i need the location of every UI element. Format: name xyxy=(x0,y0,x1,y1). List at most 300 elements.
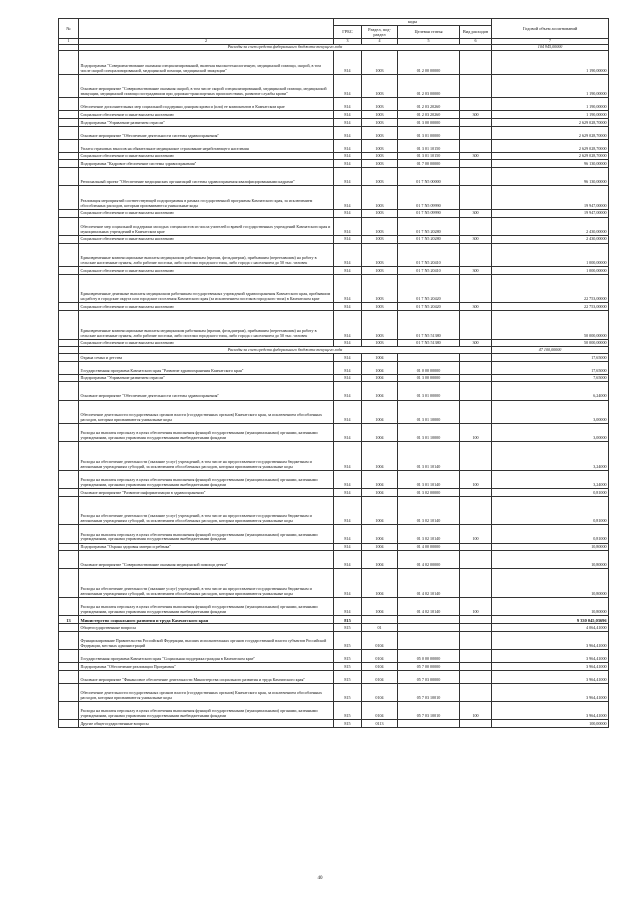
row-name: Обеспечение деятельности государственных органов власти (государственных органов) Камчатского края, за исключением обособленных расходов, которым присваиваются уникальные коды xyxy=(79,400,334,423)
row-amount: 19 947,00000 xyxy=(492,209,609,217)
row-number xyxy=(59,339,79,347)
row-number xyxy=(59,118,79,126)
row-vid: 300 xyxy=(460,235,492,243)
row-vid xyxy=(460,311,492,340)
table-row xyxy=(59,470,609,488)
row-name: Расходы на выплаты персоналу в целях обеспечения выполнения функций государственными (муниципальными) органами, казенными учреждениями, органами управления государственными внебюджетными фондами xyxy=(79,701,334,719)
table-row xyxy=(59,701,609,719)
row-name: Основное мероприятие "Обеспечение деятельности системы здравоохранения" xyxy=(79,382,334,400)
row-section: 1003 xyxy=(362,186,398,209)
row-amount: 3,24000 xyxy=(492,442,609,471)
row-name: Функционирование Правительства Российской Федерации, высших исполнительных органов государственной власти субъектов Российской Федерации, местных администраций xyxy=(79,631,334,649)
row-number xyxy=(59,525,79,543)
table-row xyxy=(59,311,609,340)
row-grbs: 814 xyxy=(334,551,362,569)
row-name: Основное мероприятие "Совершенствование оказания медицинской помощи детям" xyxy=(79,551,334,569)
row-number xyxy=(59,235,79,243)
row-number xyxy=(59,139,79,152)
row-section: 0113 xyxy=(362,720,398,728)
row-grbs: 814 xyxy=(334,303,362,311)
row-vid xyxy=(460,624,492,632)
row-number xyxy=(59,303,79,311)
row-name: Единовременные компенсационные выплаты медицинским работникам (врачам, фельдшерам), прибывшим (переехавшим) на работу в сельские населенные пункты, либо рабочие поселки, либо поселки городского типа, либо города с населением до 50 тыс. человек xyxy=(79,311,334,340)
row-target: 05 0 00 00000 xyxy=(398,650,460,663)
row-amount: 3 964,41000 xyxy=(492,631,609,649)
row-vid: 100 xyxy=(460,423,492,441)
row-target: 05 7 03 10010 xyxy=(398,701,460,719)
row-amount: 50 000,00000 xyxy=(492,339,609,347)
row-amount: 22 753,00000 xyxy=(492,274,609,303)
table-row xyxy=(59,168,609,186)
row-name: Уплата страховых взносов на обязательное медицинское страхование неработающего населения xyxy=(79,139,334,152)
row-grbs: 815 xyxy=(334,624,362,632)
row-number xyxy=(59,382,79,400)
table-row xyxy=(59,423,609,441)
row-section: 1004 xyxy=(362,551,398,569)
table-row xyxy=(59,274,609,303)
row-section: 0104 xyxy=(362,670,398,683)
row-number xyxy=(59,243,79,266)
row-grbs: 814 xyxy=(334,51,362,74)
colnum-cell: 1 xyxy=(59,38,79,44)
table-row xyxy=(59,382,609,400)
row-section: 1003 xyxy=(362,209,398,217)
row-target xyxy=(398,720,460,728)
row-grbs: 814 xyxy=(334,168,362,186)
row-amount: 2 430,00000 xyxy=(492,217,609,235)
row-number xyxy=(59,683,79,701)
row-amount: 1 190,00000 xyxy=(492,111,609,119)
row-name: Подпрограмма "Кадровое обеспечение системы здравоохранения" xyxy=(79,160,334,168)
colnum-cell: 5 xyxy=(398,38,460,44)
row-section: 1003 xyxy=(362,311,398,340)
row-amount: 1 000,00000 xyxy=(492,266,609,274)
row-name: Основное мероприятие "Совершенствование оказания скорой, в том числе скорой специализированной, медицинской помощи, медицинской эвакуации, медицинской помощи пострадавшим при дорожно-транспортных происшествиях, развитие службы крови" xyxy=(79,74,334,97)
row-number xyxy=(59,400,79,423)
table-row xyxy=(59,186,609,209)
row-target: 01 3 01 00000 xyxy=(398,382,460,400)
row-amount: 17,65000 xyxy=(492,361,609,374)
row-vid: 300 xyxy=(460,152,492,160)
row-name: Основное мероприятие "Финансовое обеспечение деятельности Министерства социального развития и труда Камчатского края" xyxy=(79,670,334,683)
row-vid xyxy=(460,217,492,235)
row-target: 01 3 01 10140 xyxy=(398,470,460,488)
row-section: 1003 xyxy=(362,217,398,235)
row-amount: 2 629 028,70000 xyxy=(492,152,609,160)
table-row xyxy=(59,235,609,243)
row-amount: 0,81000 xyxy=(492,525,609,543)
row-number xyxy=(59,551,79,569)
table-row xyxy=(59,624,609,632)
row-section: 1004 xyxy=(362,400,398,423)
row-number xyxy=(59,423,79,441)
budget-table-sheet xyxy=(58,18,608,728)
row-vid xyxy=(460,353,492,361)
row-amount: 0,81000 xyxy=(492,496,609,525)
page-number: 40 xyxy=(317,876,323,881)
row-number xyxy=(59,168,79,186)
header-num: № xyxy=(59,19,79,39)
row-number xyxy=(59,663,79,671)
row-vid: 300 xyxy=(460,209,492,217)
row-target: 01 3 02 10140 xyxy=(398,525,460,543)
row-grbs: 814 xyxy=(334,488,362,496)
row-amount: 3 964,41000 xyxy=(492,670,609,683)
row-grbs: 814 xyxy=(334,217,362,235)
table-row xyxy=(59,160,609,168)
row-amount: 17,65000 xyxy=(492,353,609,361)
row-name: Социальное обеспечение и иные выплаты населению xyxy=(79,235,334,243)
row-vid xyxy=(460,650,492,663)
row-grbs: 814 xyxy=(334,139,362,152)
row-number xyxy=(59,361,79,374)
row-name: Расходы на выплаты персоналу в целях обеспечения выполнения функций государственными (муниципальными) органами, казенными учреждениями, органами управления государственными внебюджетными фондами xyxy=(79,470,334,488)
funding-source-amount: 47 100,00000 xyxy=(492,347,609,353)
row-vid xyxy=(460,551,492,569)
table-row xyxy=(59,598,609,616)
row-section: 0104 xyxy=(362,701,398,719)
row-amount: 100,00000 xyxy=(492,720,609,728)
row-number xyxy=(59,374,79,382)
row-grbs: 814 xyxy=(334,353,362,361)
table-row xyxy=(59,152,609,160)
row-grbs: 815 xyxy=(334,616,362,624)
row-name: Расходы на обеспечение деятельности (оказание услуг) учреждений, в том числе на предоставление государственным бюджетным и автономным учреждениям субсидий, за исключением обособленных расходов, которым присваиваются уникальные коды xyxy=(79,569,334,598)
row-target: 01 2 03 20260 xyxy=(398,111,460,119)
row-target: 01 3 00 00000 xyxy=(398,374,460,382)
header-codes-group: коды xyxy=(334,19,492,26)
row-amount: 7,65000 xyxy=(492,374,609,382)
row-number xyxy=(59,701,79,719)
row-section: 1004 xyxy=(362,361,398,374)
row-amount: 3 964,41000 xyxy=(492,663,609,671)
table-row xyxy=(59,650,609,663)
table-row xyxy=(59,496,609,525)
row-vid xyxy=(460,243,492,266)
row-grbs: 815 xyxy=(334,663,362,671)
row-name: Подпрограмма "Совершенствование оказания специализированной, включая высокотехнологичную, медицинской помощи, скорой, в том числе скорой специализированной, медицинской помощи, медицинской эвакуации" xyxy=(79,51,334,74)
row-target: 05 7 03 10010 xyxy=(398,683,460,701)
row-vid: 300 xyxy=(460,266,492,274)
row-grbs: 814 xyxy=(334,598,362,616)
colnum-cell: 6 xyxy=(460,38,492,44)
row-number xyxy=(59,442,79,471)
table-row xyxy=(59,209,609,217)
table-row xyxy=(59,616,609,624)
row-name: Обеспечение дополнительных мер социальной поддержки донорам крови и (или) ее компонентов в Камчатском крае xyxy=(79,98,334,111)
row-grbs: 814 xyxy=(334,74,362,97)
row-grbs: 814 xyxy=(334,98,362,111)
row-target: 01 4 02 10140 xyxy=(398,598,460,616)
row-target: 01 3 01 10140 xyxy=(398,442,460,471)
row-number xyxy=(59,353,79,361)
table-row xyxy=(59,663,609,671)
table-row xyxy=(59,266,609,274)
row-vid xyxy=(460,400,492,423)
row-number xyxy=(59,631,79,649)
row-section: 1004 xyxy=(362,496,398,525)
header-row-1 xyxy=(59,19,609,26)
row-grbs: 814 xyxy=(334,423,362,441)
row-section: 1004 xyxy=(362,423,398,441)
row-section: 1004 xyxy=(362,374,398,382)
row-name: Подпрограмма "Управление развитием отрасли" xyxy=(79,118,334,126)
row-amount: 10,80000 xyxy=(492,569,609,598)
row-vid xyxy=(460,374,492,382)
row-amount: 3,00000 xyxy=(492,423,609,441)
row-section: 1003 xyxy=(362,160,398,168)
row-section: 1004 xyxy=(362,543,398,551)
table-row xyxy=(59,720,609,728)
row-vid xyxy=(460,274,492,303)
table-row xyxy=(59,243,609,266)
row-section: 1003 xyxy=(362,303,398,311)
row-name: Социальное обеспечение и иные выплаты населению xyxy=(79,339,334,347)
row-number xyxy=(59,160,79,168)
row-target: 01 0 00 00000 xyxy=(398,361,460,374)
row-amount: 96 130,00000 xyxy=(492,168,609,186)
row-name: Социальное обеспечение и иные выплаты населению xyxy=(79,111,334,119)
table-row xyxy=(59,339,609,347)
header-vid: Вид расходов xyxy=(460,26,492,39)
row-section: 1004 xyxy=(362,569,398,598)
row-amount: 2 430,00000 xyxy=(492,235,609,243)
row-number xyxy=(59,209,79,217)
row-grbs: 814 xyxy=(334,311,362,340)
row-section: 1004 xyxy=(362,382,398,400)
row-grbs: 814 xyxy=(334,243,362,266)
row-section: 0104 xyxy=(362,683,398,701)
row-name: Государственная программа Камчатского края "Социальная поддержка граждан в Камчатском крае" xyxy=(79,650,334,663)
row-name: Расходы на выплаты персоналу в целях обеспечения выполнения функций государственными (муниципальными) органами, казенными учреждениями, органами управления государственными внебюджетными фондами xyxy=(79,423,334,441)
row-name: Социальное обеспечение и иные выплаты населению xyxy=(79,266,334,274)
row-target: 01 2 00 00000 xyxy=(398,51,460,74)
row-vid: 300 xyxy=(460,339,492,347)
row-grbs: 814 xyxy=(334,274,362,303)
row-target: 01 7 N5 20420 xyxy=(398,274,460,303)
row-vid xyxy=(460,186,492,209)
row-vid xyxy=(460,382,492,400)
row-name: Обеспечение мер социальной поддержки молодых специалистов из числа учителей и врачей государственных учреждений Камчатского края и муниципальных учреждений в Камчатском крае xyxy=(79,217,334,235)
row-grbs: 814 xyxy=(334,569,362,598)
table-row xyxy=(59,488,609,496)
row-amount: 10,80000 xyxy=(492,543,609,551)
table-row xyxy=(59,551,609,569)
row-vid xyxy=(460,98,492,111)
row-section: 01 xyxy=(362,624,398,632)
table-row xyxy=(59,139,609,152)
row-number xyxy=(59,488,79,496)
row-number xyxy=(59,217,79,235)
colnum-cell: 7 xyxy=(492,38,609,44)
row-vid xyxy=(460,74,492,97)
table-row xyxy=(59,74,609,97)
row-section: 1004 xyxy=(362,442,398,471)
row-vid xyxy=(460,488,492,496)
row-target xyxy=(398,353,460,361)
row-section: 0104 xyxy=(362,650,398,663)
funding-source-amount: 104 945,00000 xyxy=(492,44,609,50)
row-vid xyxy=(460,670,492,683)
row-section: 1004 xyxy=(362,353,398,361)
row-grbs: 815 xyxy=(334,720,362,728)
row-grbs: 814 xyxy=(334,361,362,374)
row-grbs: 815 xyxy=(334,670,362,683)
row-target: 01 7 N5 51380 xyxy=(398,311,460,340)
row-grbs: 814 xyxy=(334,160,362,168)
row-amount: 0,81000 xyxy=(492,488,609,496)
row-amount: 19 947,00000 xyxy=(492,186,609,209)
row-grbs: 814 xyxy=(334,126,362,139)
row-vid xyxy=(460,139,492,152)
row-vid: 300 xyxy=(460,303,492,311)
row-grbs: 814 xyxy=(334,209,362,217)
colnum-cell: 2 xyxy=(79,38,334,44)
table-row xyxy=(59,670,609,683)
row-grbs: 814 xyxy=(334,382,362,400)
row-number xyxy=(59,266,79,274)
row-grbs: 814 xyxy=(334,235,362,243)
funding-source-label: Расходы за счет средств федерального бюджета текущего года xyxy=(79,347,492,353)
row-amount: 3,00000 xyxy=(492,400,609,423)
row-amount: 3 964,41000 xyxy=(492,701,609,719)
table-row xyxy=(59,217,609,235)
row-amount: 3 964,41000 xyxy=(492,650,609,663)
row-target: 01 4 02 10140 xyxy=(398,569,460,598)
table-row xyxy=(59,374,609,382)
row-target: 01 7 N5 51380 xyxy=(398,339,460,347)
row-target: 05 7 03 00000 xyxy=(398,670,460,683)
row-vid xyxy=(460,543,492,551)
row-number xyxy=(59,152,79,160)
table-row xyxy=(59,361,609,374)
row-number xyxy=(59,311,79,340)
row-grbs: 815 xyxy=(334,631,362,649)
row-vid: 100 xyxy=(460,701,492,719)
row-number xyxy=(59,496,79,525)
row-grbs: 814 xyxy=(334,525,362,543)
row-grbs: 814 xyxy=(334,442,362,471)
row-section: 1003 xyxy=(362,266,398,274)
row-vid xyxy=(460,160,492,168)
row-section: 1003 xyxy=(362,235,398,243)
row-section: 1003 xyxy=(362,111,398,119)
row-amount: 2 629 028,70000 xyxy=(492,118,609,126)
row-vid: 100 xyxy=(460,525,492,543)
row-target: 01 3 01 10150 xyxy=(398,139,460,152)
colnum-cell: 3 xyxy=(334,38,362,44)
row-number xyxy=(59,51,79,74)
row-number xyxy=(59,470,79,488)
table-row xyxy=(59,126,609,139)
table-row xyxy=(59,51,609,74)
row-target: 01 3 01 10150 xyxy=(398,152,460,160)
row-vid xyxy=(460,126,492,139)
row-name: Расходы на выплаты персоналу в целях обеспечения выполнения функций государственными (муниципальными) органами, казенными учреждениями, органами управления государственными внебюджетными фондами xyxy=(79,598,334,616)
row-number xyxy=(59,543,79,551)
row-target: 01 3 00 00000 xyxy=(398,118,460,126)
row-name: Общегосударственные вопросы xyxy=(79,624,334,632)
table-row xyxy=(59,525,609,543)
row-grbs: 814 xyxy=(334,152,362,160)
row-amount: 22 753,00000 xyxy=(492,303,609,311)
row-number xyxy=(59,74,79,97)
row-section: 1003 xyxy=(362,152,398,160)
row-number xyxy=(59,98,79,111)
row-grbs: 815 xyxy=(334,683,362,701)
table-row xyxy=(59,111,609,119)
row-grbs: 815 xyxy=(334,650,362,663)
row-section: 0104 xyxy=(362,663,398,671)
row-name: Государственная программа Камчатского края "Развитие здравоохранения Камчатского края" xyxy=(79,361,334,374)
row-amount: 1 000,00000 xyxy=(492,243,609,266)
row-section: 1003 xyxy=(362,274,398,303)
table-row xyxy=(59,98,609,111)
table-row xyxy=(59,400,609,423)
row-grbs: 814 xyxy=(334,118,362,126)
row-grbs: 815 xyxy=(334,701,362,719)
row-amount: 4 064,41000 xyxy=(492,624,609,632)
row-name: Единовременные компенсационные выплаты медицинским работникам (врачам, фельдшерам), прибывшим (переехавшим) на работу в сельские населенные пункты, либо рабочие поселки, либо поселки городского типа, либо города с населением до 50 тыс. человек xyxy=(79,243,334,266)
row-target: 01 3 01 10000 xyxy=(398,423,460,441)
row-vid xyxy=(460,168,492,186)
row-vid: 300 xyxy=(460,111,492,119)
row-number xyxy=(59,720,79,728)
row-amount: 10,80000 xyxy=(492,598,609,616)
row-grbs: 814 xyxy=(334,339,362,347)
row-target: 01 2 03 20260 xyxy=(398,98,460,111)
row-amount: 6,24000 xyxy=(492,382,609,400)
row-vid xyxy=(460,616,492,624)
row-name: Расходы на обеспечение деятельности (оказание услуг) учреждений, в том числе на предоставление государственным бюджетным и автономным учреждениям субсидий, за исключением обособленных расходов, которым присваиваются уникальные коды xyxy=(79,442,334,471)
row-name: Единовременные денежные выплаты медицинским работникам государственных учреждений здравоохранения Камчатского края, прибывшим на работу в городские округа или городские поселения Камчатского края (за исключением поселков городского типа) в Камчатском крае xyxy=(79,274,334,303)
row-vid: 100 xyxy=(460,598,492,616)
row-target: 01 3 01 00000 xyxy=(398,126,460,139)
row-target: 01 7 N5 00000 xyxy=(398,168,460,186)
row-name: Подпрограмма "Охрана здоровья матери и ребенка" xyxy=(79,543,334,551)
funding-source-label: Расходы за счет средств федерального бюджета текущего года xyxy=(79,44,492,50)
row-amount: 10,80000 xyxy=(492,551,609,569)
row-number xyxy=(59,598,79,616)
row-number xyxy=(59,569,79,598)
row-name: Подпрограмма "Обеспечение реализации Программы" xyxy=(79,663,334,671)
row-number: 13 xyxy=(59,616,79,624)
row-number xyxy=(59,624,79,632)
row-section: 1003 xyxy=(362,243,398,266)
row-amount: 96 130,00000 xyxy=(492,160,609,168)
row-name: Другие общегосударственные вопросы xyxy=(79,720,334,728)
row-number xyxy=(59,274,79,303)
header-name xyxy=(79,19,334,39)
row-section xyxy=(362,616,398,624)
table-row xyxy=(59,683,609,701)
row-vid xyxy=(460,118,492,126)
row-grbs: 814 xyxy=(334,111,362,119)
row-section: 1003 xyxy=(362,126,398,139)
row-target xyxy=(398,631,460,649)
table-row xyxy=(59,353,609,361)
row-target: 01 7 N5 20410 xyxy=(398,266,460,274)
row-vid xyxy=(460,631,492,649)
row-amount: 3,24000 xyxy=(492,470,609,488)
row-name: Социальное обеспечение и иные выплаты населению xyxy=(79,152,334,160)
row-amount: 1 190,00000 xyxy=(492,51,609,74)
row-name: Расходы на выплаты персоналу в целях обеспечения выполнения функций государственными (муниципальными) органами, казенными учреждениями, органами управления государственными внебюджетными фондами xyxy=(79,525,334,543)
row-grbs: 814 xyxy=(334,186,362,209)
table-row xyxy=(59,543,609,551)
row-number xyxy=(59,111,79,119)
colnum-cell: 4 xyxy=(362,38,398,44)
